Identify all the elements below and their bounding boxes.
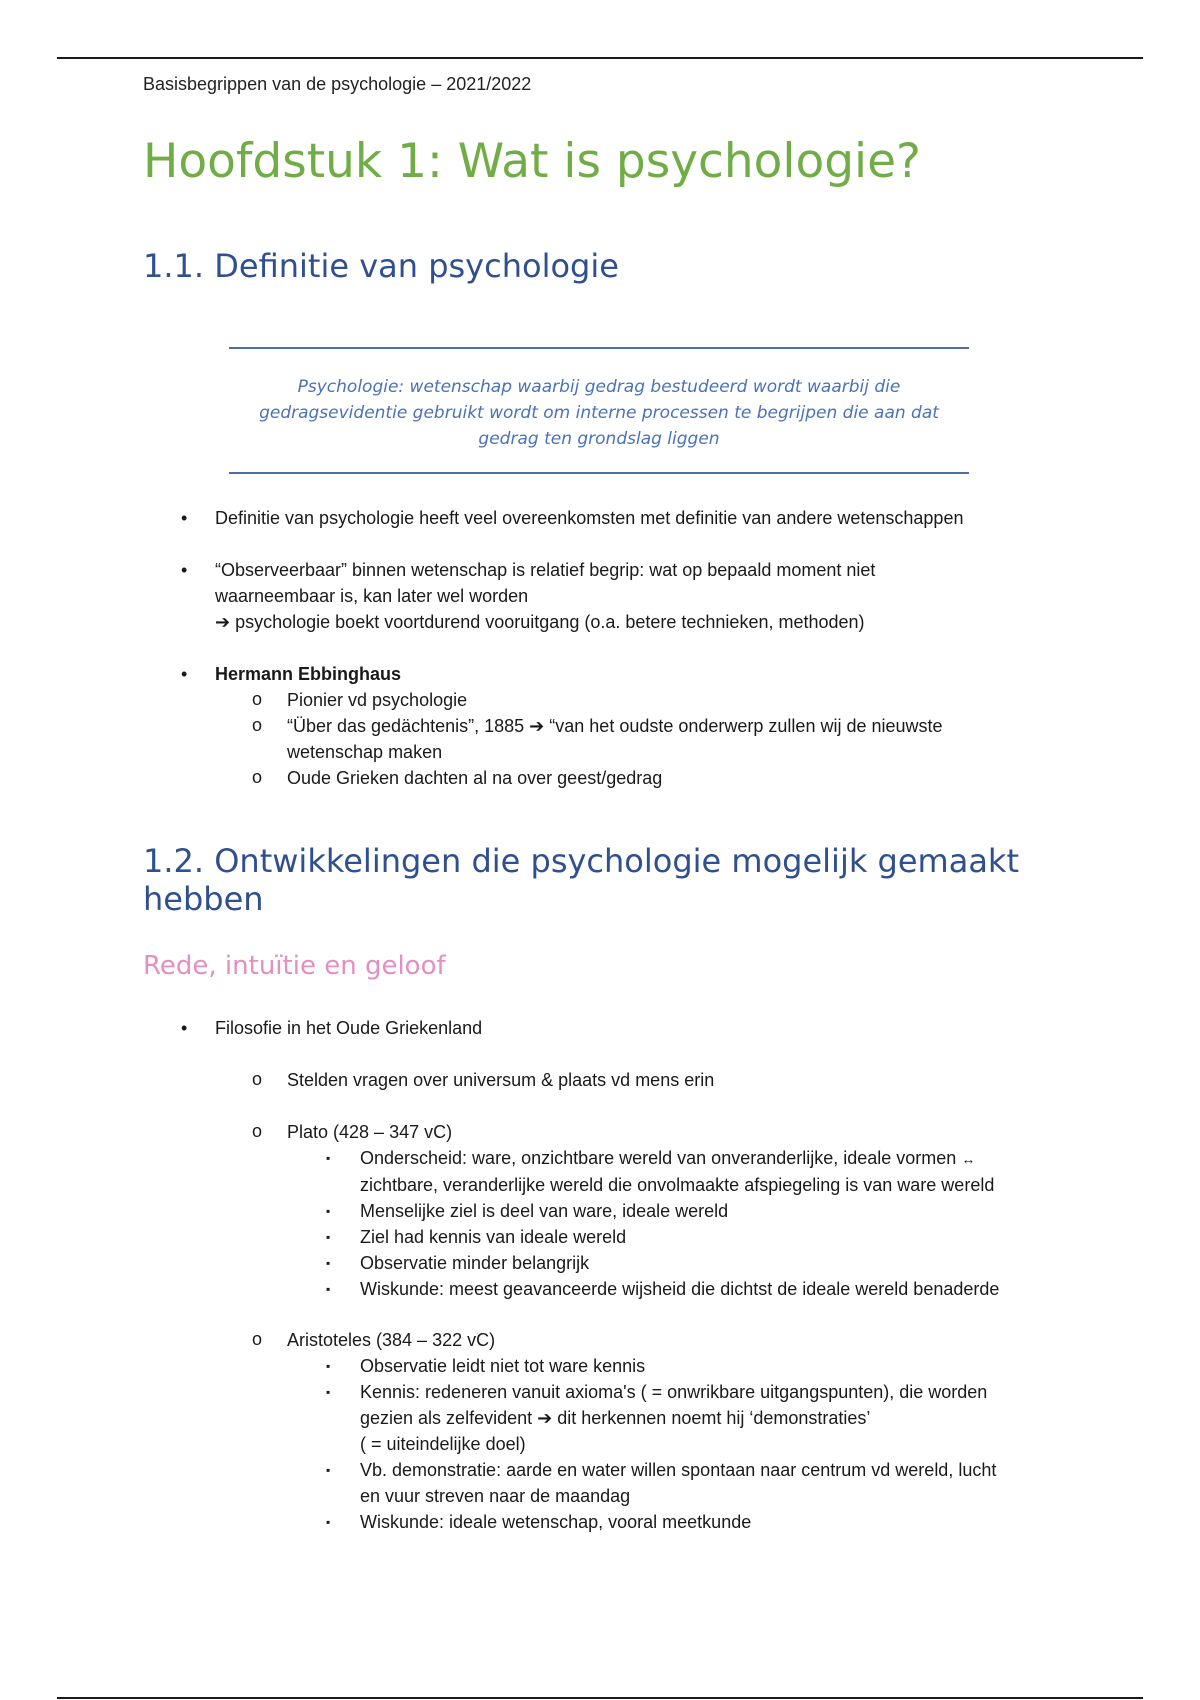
quote-line-3: gedrag ten grondslag liggen [478, 429, 720, 449]
arrow-icon: ➔ [529, 716, 545, 736]
square-mark: ▪ [326, 1385, 331, 1399]
arrow-icon: ➔ [215, 612, 231, 632]
bullet-text: Definitie van psychologie heeft veel overeenkomsten met definitie van andere wetenschappen [215, 508, 964, 528]
plato-point-1-line-1: Onderscheid: ware, onzichtbare wereld van onveranderlijke, ideale vormen [360, 1148, 957, 1168]
sub-bullet-text-c: wetenschap maken [287, 742, 443, 762]
subsection-title: Rede, intuïtie en geloof [143, 951, 446, 981]
square-mark: ▪ [326, 1256, 331, 1270]
section-2-title-line-2: hebben [143, 880, 264, 918]
bullet-text-line-1: “Observeerbaar” binnen wetenschap is relatief begrip: wat op bepaald moment niet [215, 560, 876, 580]
square-mark: ▪ [326, 1204, 331, 1218]
plato-point-3: Ziel had kennis van ideale wereld [360, 1227, 627, 1247]
ar-point-4: Wiskunde: ideale wetenschap, vooral meetkunde [360, 1512, 752, 1532]
sub-bullet-text: Pionier vd psychologie [287, 690, 468, 710]
plato-point-1-line-2: zichtbare, veranderlijke wereld die onvolmaakte afspiegeling is van ware wereld [360, 1175, 995, 1195]
square-mark: ▪ [326, 1151, 331, 1165]
page-content [143, 72, 1063, 1532]
bullet-text-line-3: psychologie boekt voortdurend vooruitgang (o.a. betere technieken, methoden) [235, 612, 865, 632]
sub-bullet-text: Stelden vragen over universum & plaats vd mens erin [287, 1070, 715, 1090]
square-mark: ▪ [326, 1282, 331, 1296]
circle-mark: o [252, 1329, 263, 1349]
ar-point-2-line-1: Kennis: redeneren vanuit axioma's ( = onwrikbare uitgangspunten), die worden [360, 1382, 988, 1402]
circle-mark: o [252, 1069, 263, 1089]
ar-point-3-line-1: Vb. demonstratie: aarde en water willen spontaan naar centrum vd wereld, lucht [360, 1460, 997, 1480]
circle-mark: o [252, 689, 263, 709]
header-rule [57, 57, 1143, 59]
sub-bullet-text-b: “van het oudste onderwerp zullen wij de nieuwste [549, 716, 943, 736]
footer-rule [57, 1697, 1143, 1699]
running-header: Basisbegrippen van de psychologie – 2021/2022 [143, 74, 532, 94]
chapter-title: Hoofdstuk 1: Wat is psychologie? [143, 134, 921, 189]
plato-heading: Plato (428 – 347 vC) [287, 1122, 453, 1142]
circle-mark: o [252, 715, 263, 735]
bullet-text-line-2: waarneembaar is, kan later wel worden [215, 586, 529, 606]
arrow-icon: ➔ [537, 1408, 553, 1428]
section-1-bullet-1 [143, 505, 1063, 531]
bullet-mark: • [181, 508, 188, 528]
section-2-bullet-1 [143, 1015, 1063, 1041]
bullet-mark: • [181, 560, 188, 580]
square-mark: ▪ [326, 1515, 331, 1529]
plato-point-5: Wiskunde: meest geavanceerde wijsheid die dichtst de ideale wereld benaderde [360, 1279, 1000, 1299]
section-2-title-line-1: 1.2. Ontwikkelingen die psychologie mogelijk gemaakt [143, 842, 1019, 880]
ar-point-1: Observatie leidt niet tot ware kennis [360, 1356, 646, 1376]
ar-point-2-line-3: ( = uiteindelijke doel) [360, 1434, 526, 1454]
square-mark: ▪ [326, 1463, 331, 1477]
double-arrow-icon: ↔ [961, 1151, 976, 1167]
bullet-text: Filosofie in het Oude Griekenland [215, 1018, 483, 1038]
circle-mark: o [252, 767, 263, 787]
section-2-title [143, 842, 1019, 918]
square-mark: ▪ [326, 1230, 331, 1244]
ar-point-2-line-2b: dit herkennen noemt hij ‘demonstraties’ [557, 1408, 871, 1428]
plato-point-2: Menselijke ziel is deel van ware, ideale wereld [360, 1201, 729, 1221]
quote-line-1: Psychologie: wetenschap waarbij gedrag bestudeerd wordt waarbij die [297, 377, 901, 397]
circle-mark: o [252, 1121, 263, 1141]
section-1-title: 1.1. Definitie van psychologie [143, 247, 619, 285]
bullet-title: Hermann Ebbinghaus [215, 664, 402, 684]
ar-point-3-line-2: en vuur streven naar de maandag [360, 1486, 631, 1506]
plato-block [143, 1119, 1063, 1302]
aristoteles-heading: Aristoteles (384 – 322 vC) [287, 1330, 496, 1350]
sub-bullet-text-a: “Über das gedächtenis”, 1885 [287, 716, 525, 736]
square-mark: ▪ [326, 1359, 331, 1373]
sub-bullet-text: Oude Grieken dachten al na over geest/gedrag [287, 768, 663, 788]
quote-line-2: gedragsevidentie gebruikt wordt om interne processen te begrijpen die aan dat [259, 403, 939, 423]
aristoteles-block [143, 1327, 1063, 1535]
definition-quote [229, 347, 969, 474]
section-1-bullet-2 [143, 557, 1063, 635]
plato-point-4: Observatie minder belangrijk [360, 1253, 590, 1273]
bullet-mark: • [181, 1018, 188, 1038]
section-1-bullet-3 [143, 661, 1063, 791]
ar-point-2-line-2a: gezien als zelfevident [360, 1408, 533, 1428]
section-2-sub-1 [143, 1067, 1063, 1093]
bullet-mark: • [181, 664, 188, 684]
